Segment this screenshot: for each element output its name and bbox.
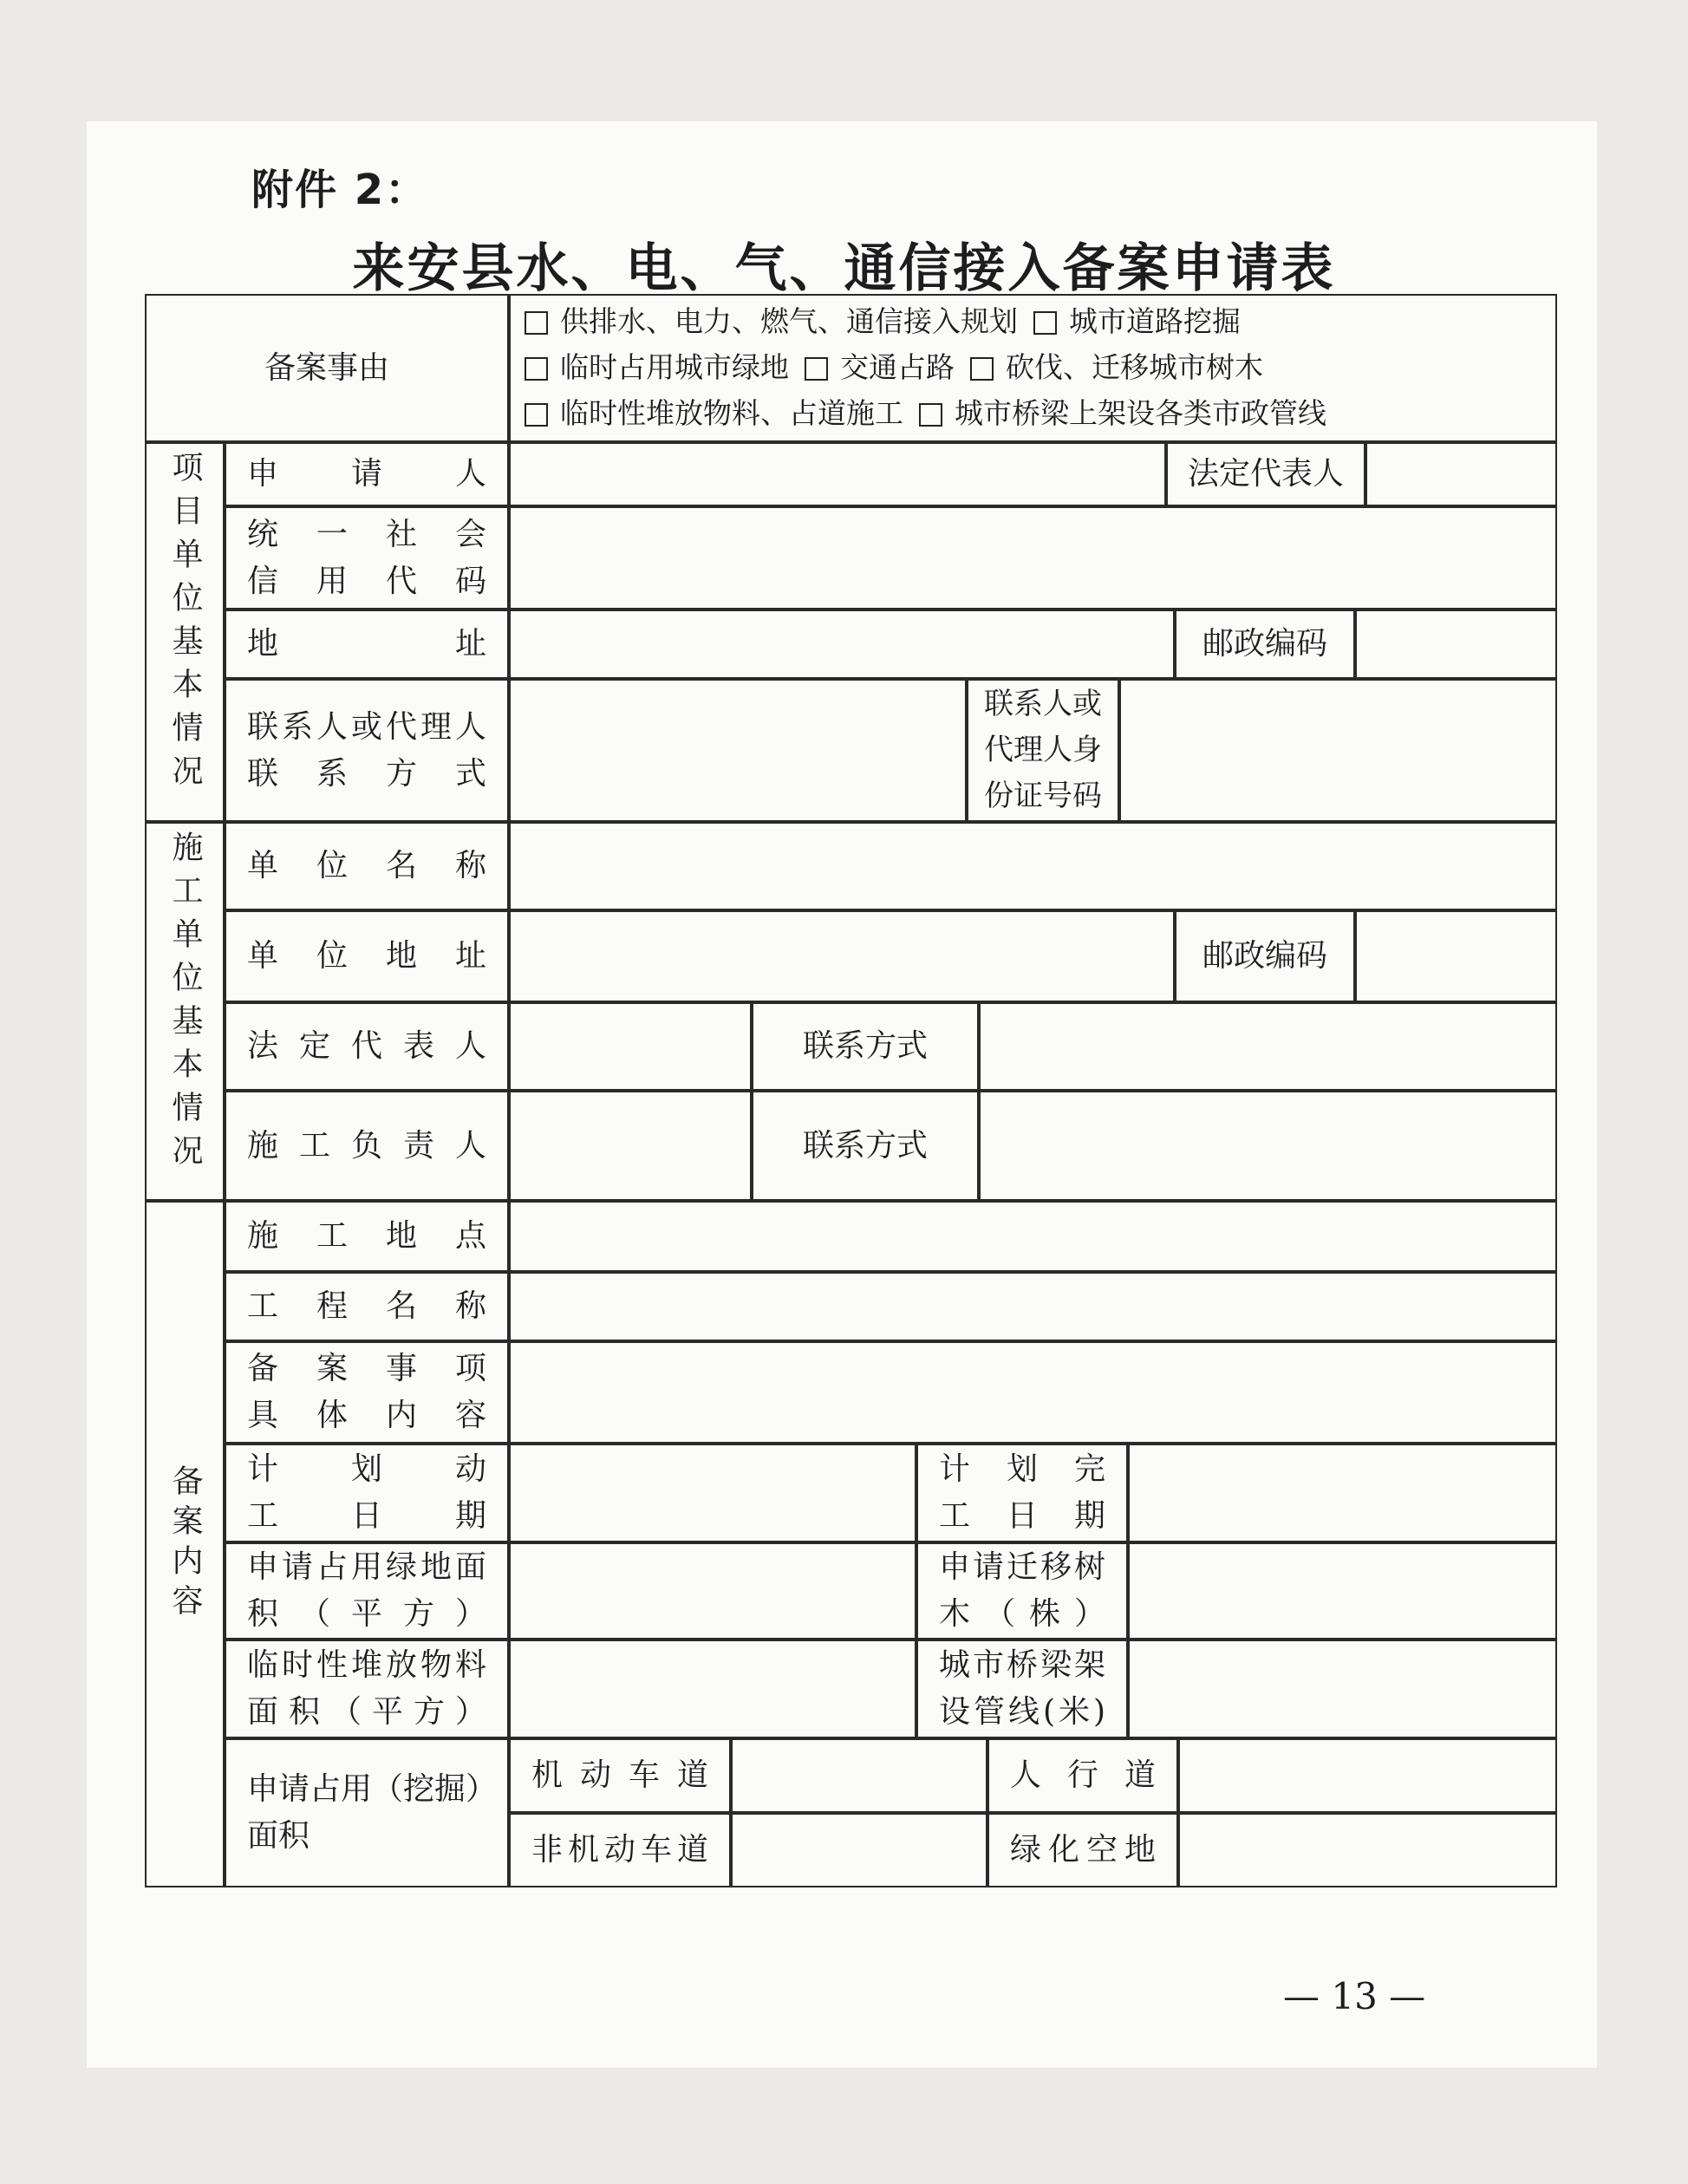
page-number: — 13 — <box>1283 1975 1426 2018</box>
option-road-excavation: 城市道路挖掘 <box>1069 304 1241 339</box>
reason-line-3 <box>525 391 1326 437</box>
unit-legal-rep-field[interactable] <box>509 1002 752 1091</box>
option-traffic-occupation: 交通占路 <box>840 350 955 385</box>
tree-count-label-cell <box>916 1542 1128 1640</box>
checkbox[interactable] <box>919 403 942 427</box>
id-number-label-2: 代理人身 <box>984 733 1102 768</box>
unit-address-label-cell <box>225 910 509 1002</box>
bridge-pipeline-label-2: 设管线(米) <box>939 1694 1105 1730</box>
unit-postal-code-field[interactable] <box>1355 910 1557 1002</box>
applicant-field[interactable] <box>509 442 1166 506</box>
tree-count-field[interactable] <box>1128 1542 1557 1640</box>
legal-rep-label-cell <box>1166 442 1365 506</box>
site-manager-label: 施工负责人 <box>247 1127 486 1164</box>
occupy-area-label-2: 面积 <box>247 1818 310 1854</box>
project-name-field[interactable] <box>509 1272 1557 1341</box>
unit-legal-rep-label: 法定代表人 <box>247 1028 486 1064</box>
nonmotor-lane-label: 非机动车道 <box>531 1832 708 1868</box>
site-manager-field[interactable] <box>509 1091 752 1201</box>
green-area-label-2: 积（平方） <box>247 1596 486 1632</box>
occupy-area-label-1: 申请占用（挖掘） <box>247 1771 498 1807</box>
nonmotor-lane-field[interactable] <box>731 1813 987 1887</box>
attachment-label: 附件 2： <box>251 166 429 214</box>
green-area-label-cell <box>225 1542 509 1640</box>
filing-content-section <box>145 1201 225 1887</box>
contact-label-1: 联系人或代理人 <box>247 708 486 745</box>
postal-code-label-cell <box>1175 610 1355 679</box>
credit-code-label-1: 统一社会 <box>247 516 486 552</box>
address-label-cell <box>225 610 509 679</box>
checkbox[interactable] <box>525 357 548 381</box>
finish-date-label-cell <box>916 1444 1128 1542</box>
option-bridge-pipelines: 城市桥梁上架设各类市政管线 <box>955 395 1326 430</box>
green-space-label: 绿化空地 <box>1010 1832 1156 1868</box>
option-green-occupation: 临时占用城市绿地 <box>560 350 789 385</box>
sidewalk-label: 人行道 <box>1010 1757 1156 1793</box>
contact1-label: 联系方式 <box>802 1028 928 1064</box>
start-date-field[interactable] <box>509 1444 916 1542</box>
start-date-label-1: 计划动 <box>247 1451 486 1487</box>
credit-code-field[interactable] <box>509 506 1557 610</box>
finish-date-field[interactable] <box>1128 1444 1557 1542</box>
stacking-area-label-2: 面积（平方） <box>247 1694 486 1730</box>
bridge-pipeline-field[interactable] <box>1128 1640 1557 1738</box>
site-field[interactable] <box>509 1201 1557 1272</box>
unit-name-label-cell <box>225 822 509 910</box>
project-name-label-cell <box>225 1272 509 1341</box>
address-field[interactable] <box>509 610 1175 679</box>
tree-count-label-2: 木（株） <box>939 1596 1105 1632</box>
credit-code-label-2: 信用代码 <box>247 563 486 599</box>
checkbox[interactable] <box>1033 311 1057 335</box>
green-area-field[interactable] <box>509 1542 916 1640</box>
legal-rep-field[interactable] <box>1365 442 1557 506</box>
stacking-area-label-1: 临时性堆放物料 <box>247 1647 486 1683</box>
detail-field[interactable] <box>509 1341 1557 1444</box>
stacking-area-field[interactable] <box>509 1640 916 1738</box>
credit-code-label-cell <box>225 506 509 610</box>
legal-rep-label: 法定代表人 <box>1187 456 1344 492</box>
applicant-label-cell <box>225 442 509 506</box>
site-manager-label-cell <box>225 1091 509 1201</box>
applicant-label: 申请人 <box>247 456 486 492</box>
filing-content-section-label: 备案内容 <box>167 1464 203 1624</box>
reason-options-cell <box>509 294 1557 442</box>
address-label: 地址 <box>247 626 486 662</box>
construction-unit-section <box>145 822 225 1201</box>
id-number-label-1: 联系人或 <box>984 687 1102 722</box>
unit-address-field[interactable] <box>509 910 1175 1002</box>
unit-address-label: 单位地址 <box>247 938 486 974</box>
id-number-label-cell <box>967 679 1119 822</box>
sidewalk-field[interactable] <box>1178 1738 1557 1813</box>
motor-lane-label-cell <box>509 1738 731 1813</box>
checkbox[interactable] <box>805 357 828 381</box>
stacking-area-label-cell <box>225 1640 509 1738</box>
unit-legal-rep-label-cell <box>225 1002 509 1091</box>
reason-label-cell <box>145 294 509 442</box>
unit-postal-code-label-cell <box>1175 910 1355 1002</box>
construction-unit-section-label: 施工单位基本情况 <box>167 831 203 1177</box>
option-tree-removal: 砍伐、迁移城市树木 <box>1006 350 1263 385</box>
bridge-pipeline-label-1: 城市桥梁架 <box>939 1647 1105 1683</box>
site-label: 施工地点 <box>247 1218 486 1254</box>
reason-line-2 <box>525 345 1263 391</box>
finish-date-label-1: 计划完 <box>939 1451 1105 1487</box>
green-space-field[interactable] <box>1178 1813 1557 1887</box>
project-unit-section-label: 项目单位基本情况 <box>167 451 203 798</box>
green-space-label-cell <box>987 1813 1178 1887</box>
option-access-planning: 供排水、电力、燃气、通信接入规划 <box>560 304 1018 339</box>
sidewalk-label-cell <box>987 1738 1178 1813</box>
green-area-label-1: 申请占用绿地面 <box>247 1549 486 1585</box>
occupy-area-label-cell <box>225 1738 509 1887</box>
nonmotor-lane-label-cell <box>509 1813 731 1887</box>
contact2-label: 联系方式 <box>802 1127 928 1164</box>
form-title: 来安县水、电、气、通信接入备案申请表 <box>352 238 1336 299</box>
project-unit-section <box>145 442 225 822</box>
detail-label-2: 具体内容 <box>247 1398 486 1433</box>
site-label-cell <box>225 1201 509 1272</box>
postal-code-field[interactable] <box>1355 610 1557 679</box>
reason-label: 备案事由 <box>264 349 389 386</box>
finish-date-label-2: 工日期 <box>939 1498 1105 1534</box>
project-name-label: 工程名称 <box>247 1288 486 1324</box>
contact-label-cell <box>225 679 509 822</box>
contact1-label-cell <box>752 1002 979 1091</box>
detail-label-cell <box>225 1341 509 1444</box>
postal-code-label: 邮政编码 <box>1202 626 1327 662</box>
unit-name-label: 单位名称 <box>247 848 486 883</box>
start-date-label-2: 工日期 <box>247 1498 486 1534</box>
motor-lane-label: 机动车道 <box>531 1757 708 1793</box>
motor-lane-field[interactable] <box>731 1738 987 1813</box>
contact-field[interactable] <box>509 679 967 822</box>
unit-name-field[interactable] <box>509 822 1557 910</box>
unit-postal-code-label: 邮政编码 <box>1202 938 1327 974</box>
contact1-field[interactable] <box>979 1002 1557 1091</box>
filing-form <box>146 295 1558 1888</box>
contact2-field[interactable] <box>979 1091 1557 1201</box>
checkbox[interactable] <box>525 311 548 335</box>
reason-line-1 <box>525 299 1241 345</box>
contact2-label-cell <box>752 1091 979 1201</box>
detail-label-1: 备案事项 <box>247 1351 486 1386</box>
tree-count-label-1: 申请迁移树 <box>939 1549 1105 1585</box>
id-number-field[interactable] <box>1119 679 1557 822</box>
option-material-stacking: 临时性堆放物料、占道施工 <box>560 395 903 430</box>
contact-label-2: 联系方式 <box>247 755 486 792</box>
id-number-label-3: 份证号码 <box>984 778 1102 813</box>
checkbox[interactable] <box>970 357 994 381</box>
bridge-pipeline-label-cell <box>916 1640 1128 1738</box>
start-date-label-cell <box>225 1444 509 1542</box>
checkbox[interactable] <box>525 403 548 427</box>
